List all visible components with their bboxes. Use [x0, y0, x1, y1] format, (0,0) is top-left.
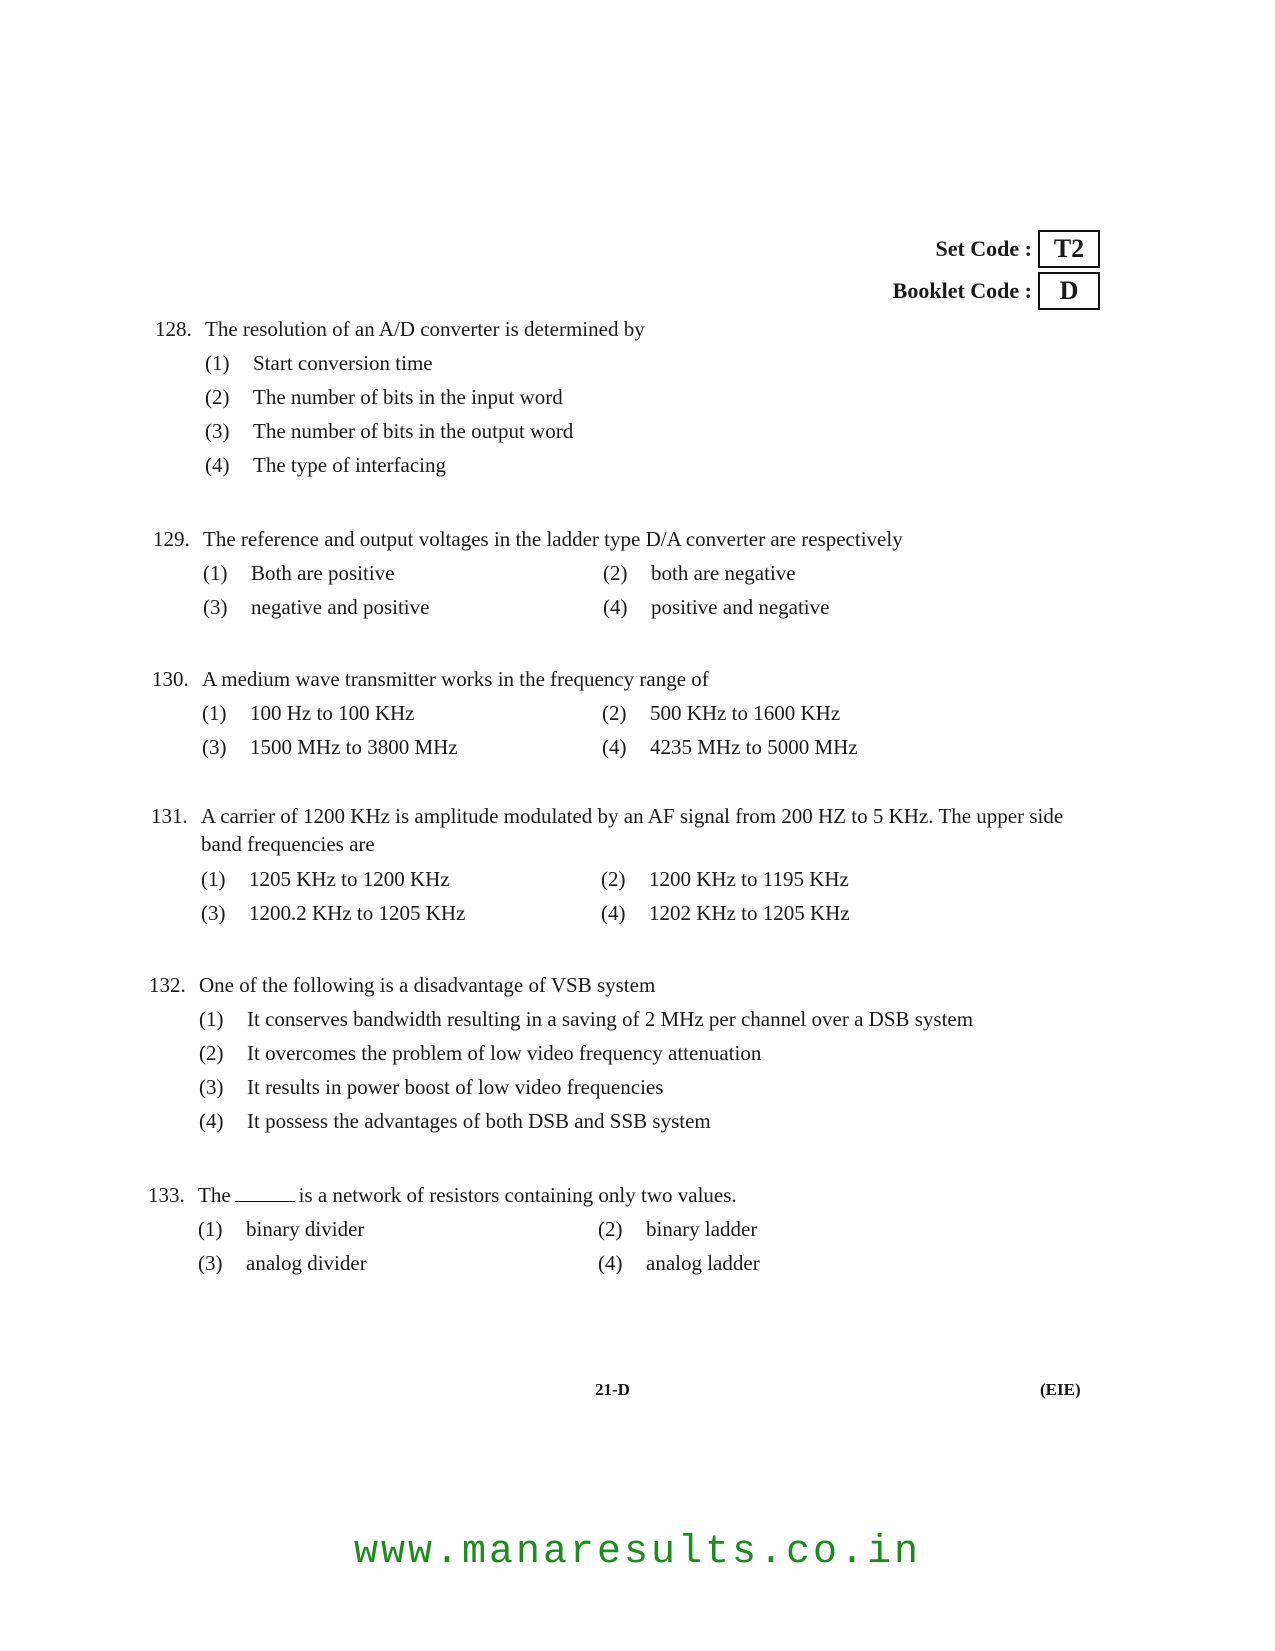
option	[602, 696, 1022, 730]
option	[198, 1246, 598, 1280]
options-grid	[198, 1212, 1068, 1280]
option	[202, 696, 602, 730]
option-text: negative and positive	[251, 595, 430, 619]
option-text: 1200 KHz to 1195 KHz	[649, 867, 849, 891]
page-number: 21-D	[595, 1380, 630, 1399]
option-number: (3)	[202, 735, 227, 759]
option-number: (2)	[205, 385, 230, 409]
option	[603, 556, 1023, 590]
option	[199, 1070, 1079, 1104]
option	[205, 346, 1075, 380]
question-132	[149, 968, 1079, 1138]
option-number: (1)	[202, 701, 227, 725]
option-number: (3)	[205, 419, 230, 443]
option-text: both are negative	[651, 561, 796, 585]
option	[203, 590, 603, 624]
option	[598, 1246, 1018, 1280]
option-number: (3)	[199, 1075, 224, 1099]
set-code-row	[700, 230, 1100, 268]
option-text: It results in power boost of low video frequencies	[247, 1075, 664, 1099]
option-number: (4)	[601, 901, 626, 925]
question-text-before: The	[198, 1183, 231, 1207]
option-text: 4235 MHz to 5000 MHz	[650, 735, 858, 759]
option	[199, 1002, 1079, 1036]
option	[602, 730, 1022, 764]
option	[198, 1212, 598, 1246]
option-text: 1202 KHz to 1205 KHz	[649, 901, 850, 925]
option-text: 100 Hz to 100 KHz	[250, 701, 415, 725]
option-text: It overcomes the problem of low video frequency attenuation	[247, 1041, 762, 1065]
question-128	[155, 312, 1075, 482]
option	[199, 1036, 1079, 1070]
options-list	[205, 346, 1075, 482]
option-number: (1)	[205, 351, 230, 375]
option-text: Start conversion time	[253, 351, 433, 375]
watermark-url: www.manaresults.co.in	[353, 1530, 922, 1575]
subject-code: (EIE)	[1040, 1380, 1081, 1399]
option-text: 1200.2 KHz to 1205 KHz	[249, 901, 466, 925]
option-text: positive and negative	[651, 595, 830, 619]
options-grid	[201, 862, 1076, 930]
booklet-code-label: Booklet Code :	[892, 278, 1032, 303]
option-text: The type of interfacing	[253, 453, 446, 477]
booklet-code-box: D	[1038, 272, 1100, 310]
option-number: (2)	[598, 1217, 623, 1241]
option-number: (4)	[598, 1251, 623, 1275]
question-text: A medium wave transmitter works in the frequency range of	[202, 667, 709, 691]
option	[201, 862, 601, 896]
option-text: binary divider	[246, 1217, 365, 1241]
option-text: 1205 KHz to 1200 KHz	[249, 867, 450, 891]
set-code-label: Set Code :	[935, 236, 1032, 261]
option	[205, 414, 1075, 448]
option-number: (4)	[603, 595, 628, 619]
question-number: 132.	[149, 973, 186, 997]
option-text: Both are positive	[251, 561, 395, 585]
option	[199, 1104, 1079, 1138]
options-grid	[202, 696, 1072, 764]
option-number: (2)	[601, 867, 626, 891]
option-number: (4)	[199, 1109, 224, 1133]
option-number: (3)	[201, 901, 226, 925]
options-list	[199, 1002, 1079, 1138]
question-130	[152, 662, 1072, 764]
option-number: (3)	[198, 1251, 223, 1275]
option-text: 500 KHz to 1600 KHz	[650, 701, 841, 725]
option-number: (4)	[602, 735, 627, 759]
option-text: The number of bits in the output word	[253, 419, 574, 443]
option-number: (1)	[199, 1007, 224, 1031]
question-129	[153, 522, 1073, 624]
option-text: The number of bits in the input word	[253, 385, 563, 409]
option	[598, 1212, 1018, 1246]
option	[601, 862, 1021, 896]
option	[201, 896, 601, 930]
option-text: analog divider	[246, 1251, 367, 1275]
option	[601, 896, 1021, 930]
code-block	[700, 230, 1100, 314]
question-number: 130.	[152, 667, 189, 691]
question-text: The resolution of an A/D converter is determined by	[205, 317, 645, 341]
question-text: A carrier of 1200 KHz is amplitude modulated by an AF signal from 200 HZ to 5 KHz. The upper side band frequencies are	[201, 804, 1064, 856]
question-number: 129.	[153, 527, 190, 551]
option	[205, 448, 1075, 482]
option-number: (1)	[201, 867, 226, 891]
question-text	[198, 1178, 1068, 1212]
question-text: The reference and output voltages in the ladder type D/A converter are respectively	[203, 527, 903, 551]
options-grid	[203, 556, 1073, 624]
question-number: 131.	[151, 804, 188, 828]
set-code-box: T2	[1038, 230, 1100, 268]
option-text: binary ladder	[646, 1217, 758, 1241]
option	[603, 590, 1023, 624]
option	[202, 730, 602, 764]
option-number: (2)	[603, 561, 628, 585]
question-133	[148, 1178, 1068, 1280]
question-text: One of the following is a disadvantage of VSB system	[199, 973, 656, 997]
fill-in-blank	[235, 1183, 295, 1202]
option-number: (2)	[602, 701, 627, 725]
question-number: 128.	[155, 317, 192, 341]
option-number: (1)	[203, 561, 228, 585]
option	[203, 556, 603, 590]
question-131	[151, 802, 1076, 930]
booklet-code-row	[700, 272, 1100, 310]
question-text-after: is a network of resistors containing only two values.	[298, 1183, 737, 1207]
option	[205, 380, 1075, 414]
option-text: analog ladder	[646, 1251, 760, 1275]
option-number: (1)	[198, 1217, 223, 1241]
option-text: 1500 MHz to 3800 MHz	[250, 735, 458, 759]
option-text: It possess the advantages of both DSB and SSB system	[247, 1109, 711, 1133]
option-number: (3)	[203, 595, 228, 619]
option-text: It conserves bandwidth resulting in a saving of 2 MHz per channel over a DSB system	[247, 1007, 974, 1031]
option-number: (2)	[199, 1041, 224, 1065]
question-number: 133.	[148, 1183, 185, 1207]
option-number: (4)	[205, 453, 230, 477]
